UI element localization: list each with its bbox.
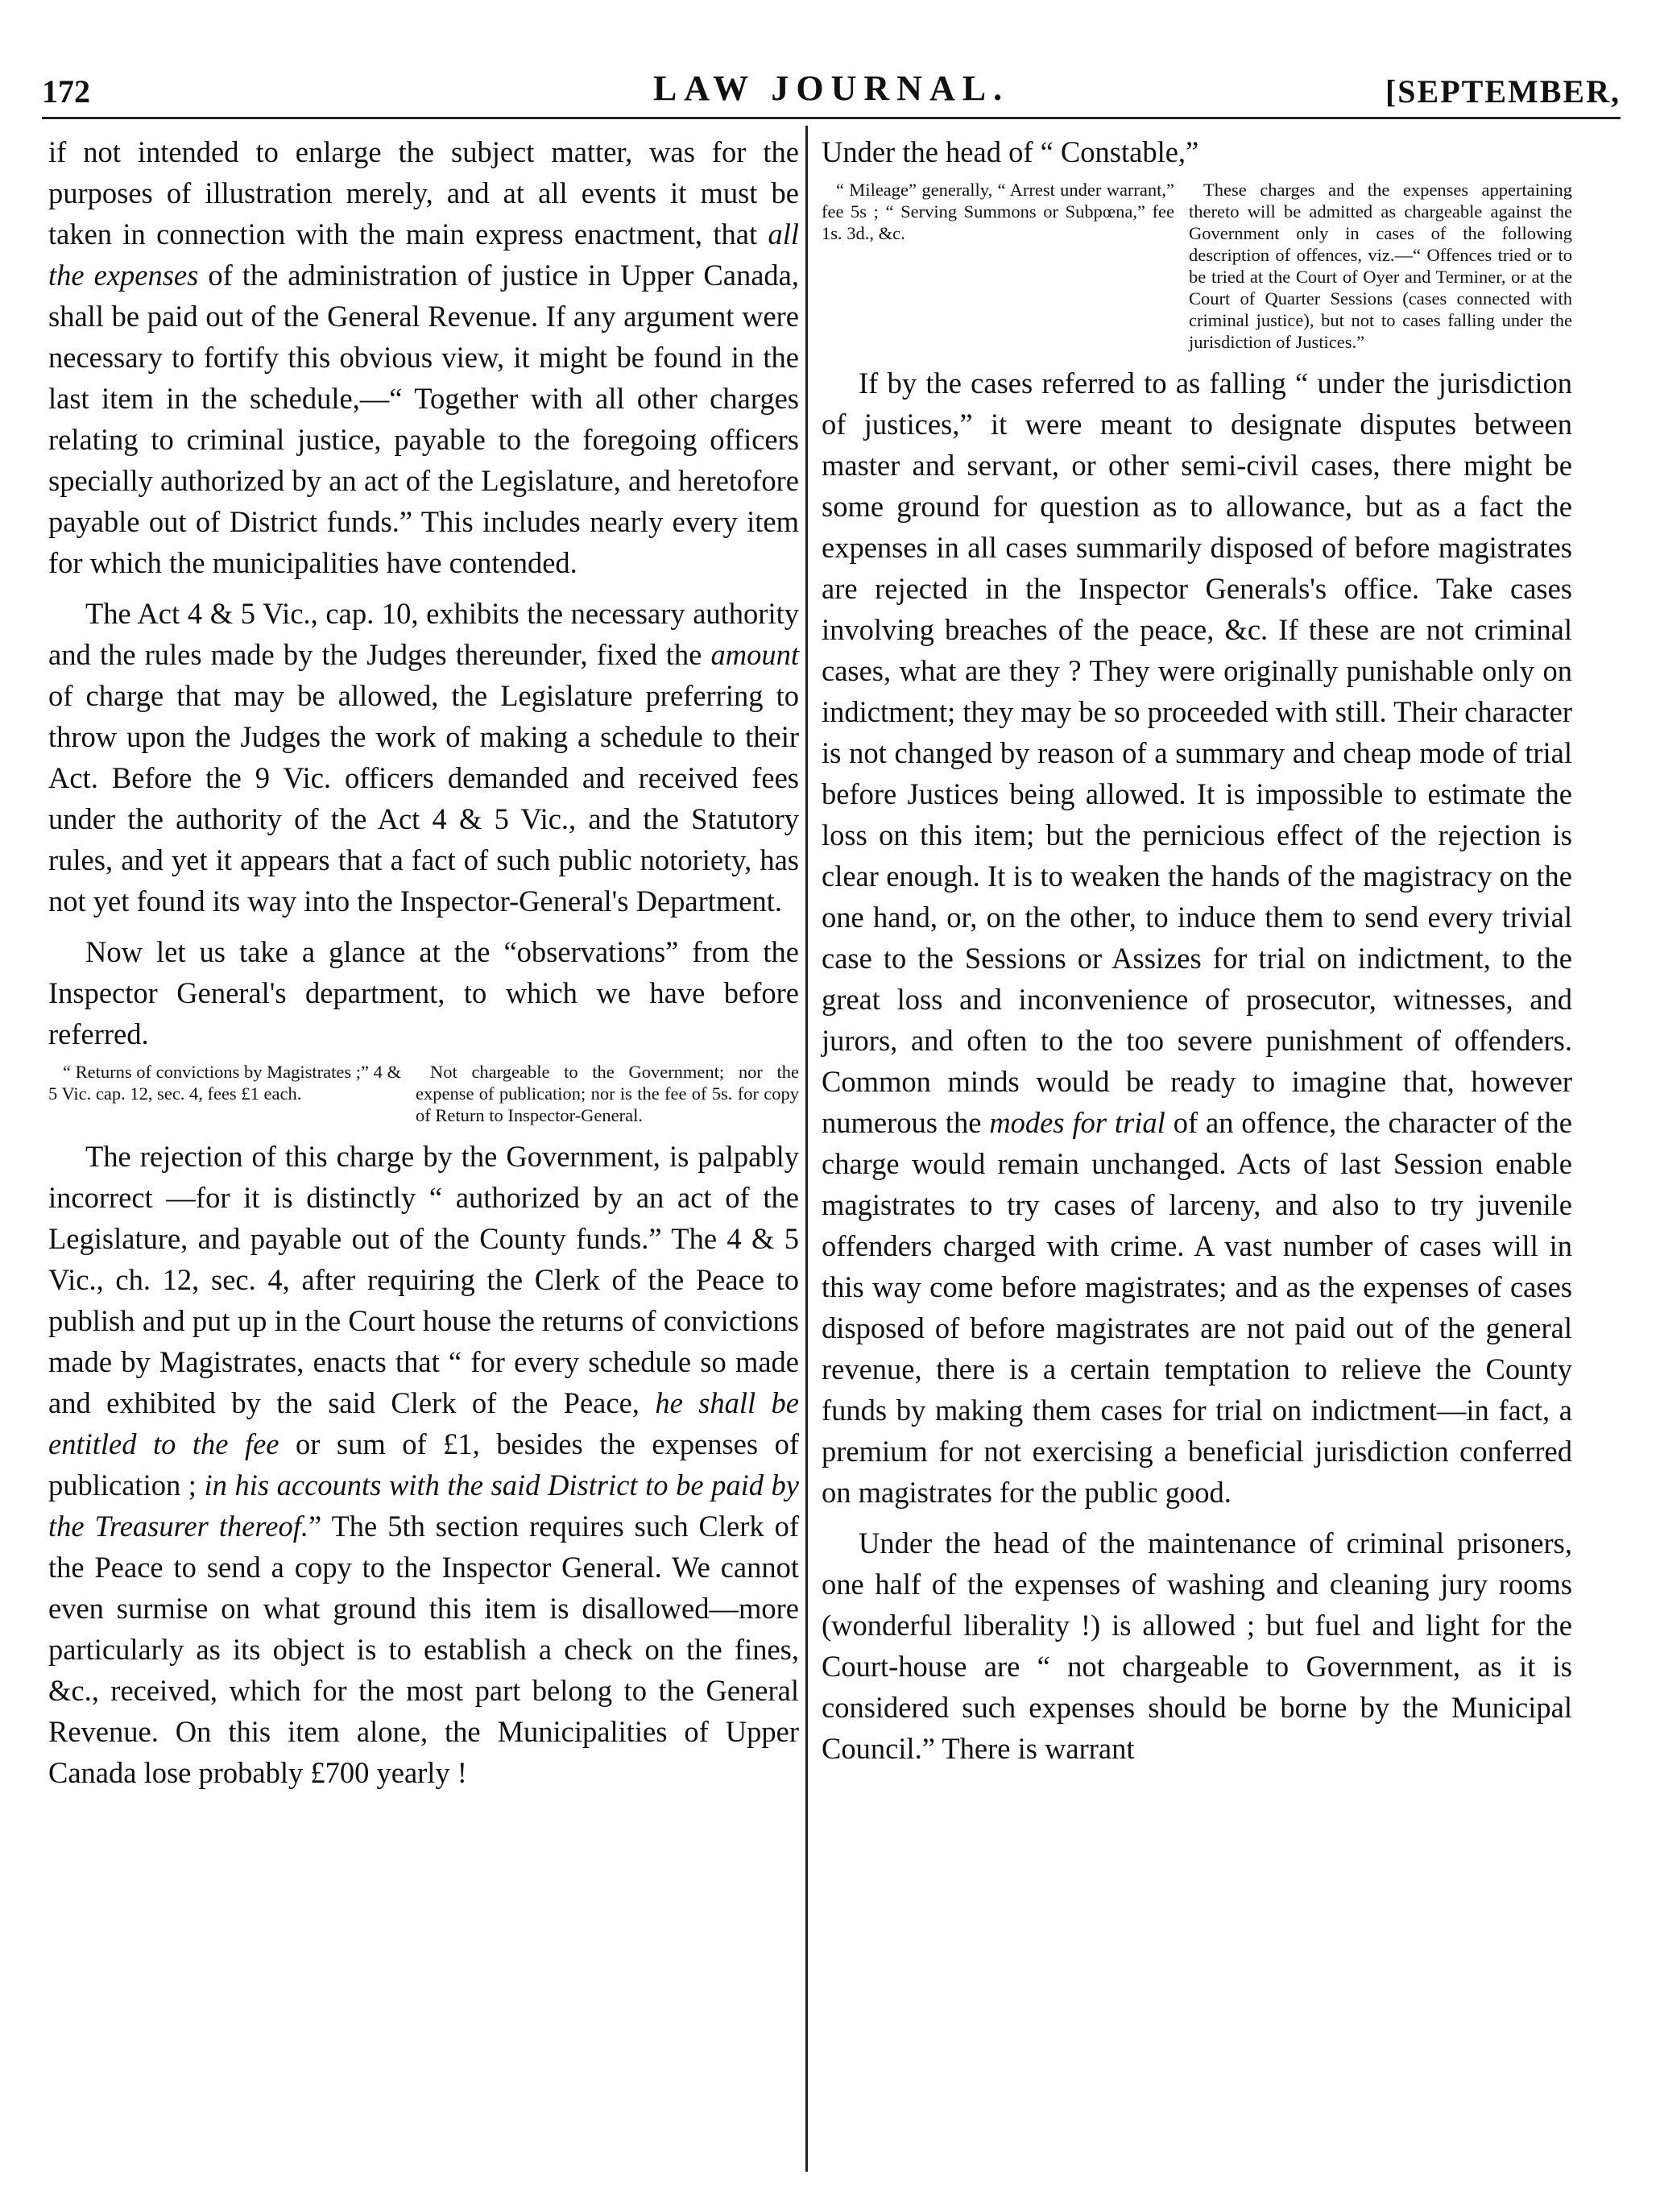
right-side-notes	[822, 179, 1572, 353]
right-paragraph-1: If by the cases referred to as falling “ under the jurisdiction of justices,” it were meant to designate disputes between master and servant, or other semi-civil cases, there might be some ground for question as to allowance, but as a fact the expenses in all cases summarily disposed of before magistrates are rejected in the Inspector Generals's office. Take cases involving breaches of the peace, &c. If these are not criminal cases, what are they ? They were originally punishable only on indictment; they may be so proceeded with still. Their character is not changed by reason of a summary and cheap mode of trial before Justices being allowed. It is impossible to estimate the loss on this item; but the pernicious effect of the rejection is clear enough. It is to weaken the hands of the magistracy on the one hand, or, on the other, to induce them to send every trivial case to the Sessions or Assizes for trial on indictment, to the great loss and inconvenience of prosecutor, witnesses, and jurors, and often to the too severe punishment of offenders. Common minds would be ready to imagine that, however numerous the modes for trial of an offence, the character of the charge would remain unchanged. Acts of last Session enable magistrates to try cases of larceny, and also to try juvenile offenders charged with crime. A vast number of cases will in this way come before magistrates; and as the expenses of cases disposed of before magistrates are not paid out of the general revenue, there is a certain temptation to relieve the County funds by making them cases for trial on indictment—in fact, a premium for not exercising a beneficial jurisdiction conferred on magistrates for the public good.	[822, 367, 1573, 1509]
running-header	[42, 63, 1621, 119]
left-side-notes	[48, 1061, 799, 1126]
running-month: [SEPTEMBER,	[1385, 73, 1621, 110]
running-title: LAW JOURNAL.	[652, 68, 1010, 108]
left-paragraph-3: Now let us take a glance at the “observations” from the Inspector General's department, to which we have before referred.	[48, 935, 799, 1050]
page-number: 172	[42, 73, 90, 110]
constable-heading: Under the head of “ Constable,”	[822, 135, 1199, 168]
note-constable-observation: These charges and the expenses appertaining thereto will be admitted as chargeable against the Government only in cases of the following description of offences, viz.—“ Offences tried or to be tried at the Court of Oyer and Terminer, or at the Court of Quarter Sessions (cases connected with criminal justice), but not to cases falling under the jurisdiction of Justices.”	[1189, 180, 1572, 352]
note-charge: “ Returns of convictions by Magistrates ;” 4 & 5 Vic. cap. 12, sec. 4, fees £1 each.	[48, 1062, 402, 1104]
right-paragraph-2: Under the head of the maintenance of criminal prisoners, one half of the expenses of washing and cleaning jury rooms (wonderful liberality !) is allowed ; but fuel and light for the Court-house are “ not chargeable to Government, as it is considered such expenses should be borne by the Municipal Council.” There is warrant	[822, 1526, 1572, 1765]
column-divider	[805, 126, 808, 2172]
left-column	[48, 131, 799, 1793]
left-paragraph-1: if not intended to enlarge the subject matter, was for the purposes of illustration merely, and at all events it must be taken in connection with the main express enactment, that all the expenses of the administration of justice in Upper Canada, shall be paid out of the General Revenue. If any argument were necessary to fortify this obvious view, it might be found in the last item in the schedule,—“ Together with all other charges relating to criminal justice, payable to the foregoing officers specially authorized by an act of the Legislature, and heretofore payable out of District funds.” This includes nearly every item for which the municipalities have contended.	[48, 135, 800, 579]
note-constable-charge: “ Mileage” generally, “ Arrest under warrant,” fee 5s ; “ Serving Summons or Subpœna,” fee 1s. 3d., &c.	[822, 180, 1175, 243]
right-column	[822, 131, 1572, 1769]
left-paragraph-4: The rejection of this charge by the Government, is palpably incorrect —for it is distinctly “ authorized by an act of the Legislature, and payable out of the County funds.” The 4 & 5 Vic., ch. 12, sec. 4, after requiring the Clerk of the Peace to publish and put up in the Court house the returns of convictions made by Magistrates, enacts that “ for every schedule so made and exhibited by the said Clerk of the Peace, he shall be entitled to the fee or sum of £1, besides the expenses of publication ; in his accounts with the said District to be paid by the Treasurer thereof.” The 5th section requires such Clerk of the Peace to send a copy to the Inspector General. We cannot even surmise on what ground this item is disallowed—more particularly as its object is to establish a check on the fines, &c., received, which for the most part belong to the General Revenue. On this item alone, the Municipalities of Upper Canada lose probably £700 yearly !	[48, 1140, 800, 1789]
note-observation: Not chargeable to the Government; nor the expense of publication; nor is the fee of 5s. for copy of Return to Inspector-General.	[416, 1062, 799, 1125]
left-paragraph-2: The Act 4 & 5 Vic., cap. 10, exhibits the necessary authority and the rules made by the Judges thereunder, fixed the amount of charge that may be allowed, the Legislature preferring to throw upon the Judges the work of making a schedule to their Act. Before the 9 Vic. officers demanded and received fees under the authority of the Act 4 & 5 Vic., and the Statutory rules, and yet it appears that a fact of such public notoriety, has not yet found its way into the Inspector-General's Department.	[48, 597, 800, 918]
header-rule	[42, 117, 1621, 119]
